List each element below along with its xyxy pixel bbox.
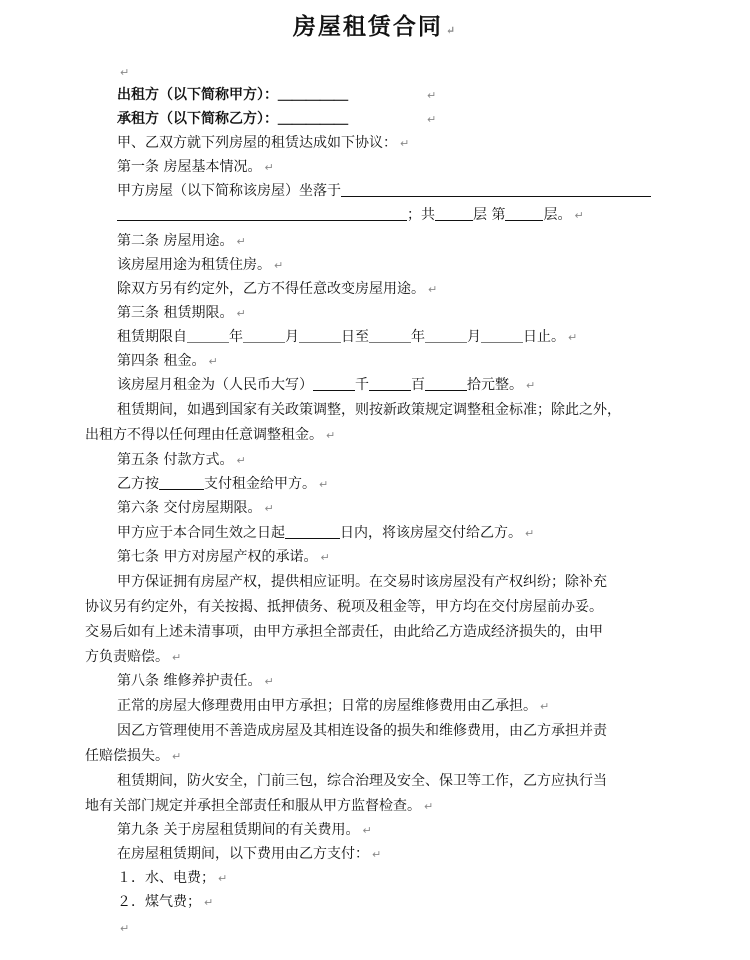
paragraph-mark-icon: ↵ <box>427 113 437 126</box>
paragraph-mark-icon: ↵ <box>326 429 336 442</box>
paragraph-mark-icon: ↵ <box>568 331 578 344</box>
safety-duty-line-1: 租赁期间，防火安全，门前三包，综合治理及安全、保卫等工作，乙方应执行当 <box>117 773 607 789</box>
property-right-line-3: 交易后如有上述未清事项，由甲方承担全部责任，由此给乙方造成经济损失的，由甲 <box>85 624 603 640</box>
location-blank-continued <box>117 206 407 221</box>
property-right-line-4: 方负责赔偿。 ↵ <box>85 649 182 665</box>
rent-amount-line: 该房屋月租金为（人民币大写） 千 百 拾元整。 ↵ <box>117 377 536 393</box>
property-right-line-1: 甲方保证拥有房屋产权，提供相应证明。在交易时该房屋没有产权纠纷；除补充 <box>117 574 607 590</box>
article-9-heading: 第九条 关于房屋租赁期间的有关费用。 ↵ <box>117 822 372 838</box>
delivery-term-line: 甲方应于本合同生效之日起 日内，将该房屋交付给乙方。 ↵ <box>117 525 535 541</box>
fee-item-2: ２．煤气费； ↵ <box>117 894 214 910</box>
paragraph-mark-icon: ↵ <box>526 379 536 392</box>
floor-number-blank <box>505 206 543 221</box>
lessee-line: 承租方（以下简称乙方）：＿＿＿＿＿ <box>117 111 348 127</box>
tens-blank <box>425 376 467 391</box>
paragraph-mark-icon: ↵ <box>264 502 274 515</box>
paragraph-mark-icon: ↵ <box>362 824 372 837</box>
paragraph-mark-icon: ↵ <box>172 750 182 763</box>
lessor-line: 出租方（以下简称甲方）：＿＿＿＿＿ <box>117 87 348 103</box>
paragraph-mark-icon: ↵ <box>120 922 130 935</box>
safety-duty-line-2: 地有关部门规定并承担全部责任和服从甲方监督检查。 ↵ <box>85 798 434 814</box>
damage-liability-line-2: 任赔偿损失。 ↵ <box>85 748 182 764</box>
article-5-heading: 第五条 付款方式。 ↵ <box>117 452 246 468</box>
lease-term-line: 租赁期限自＿＿＿年＿＿＿月＿＿＿日至＿＿＿年＿＿＿月＿＿＿日止。 ↵ <box>117 329 578 345</box>
article-3-heading: 第三条 租赁期限。 ↵ <box>117 305 246 321</box>
damage-liability-line-1: 因乙方管理使用不善造成房屋及其相连设备的损失和维修费用，由乙方承担并责 <box>117 723 607 739</box>
paragraph-mark-icon: ↵ <box>172 651 182 664</box>
paragraph-mark-icon: ↵ <box>400 137 410 150</box>
document-title: 房屋租赁合同 ↵ <box>292 13 458 40</box>
agreement-intro: 甲、乙双方就下列房屋的租赁达成如下协议： ↵ <box>117 135 410 151</box>
thousands-blank <box>313 376 355 391</box>
paragraph-mark-icon: ↵ <box>274 259 284 272</box>
hundreds-blank <box>369 376 411 391</box>
paragraph-mark-icon: ↵ <box>574 209 584 222</box>
paragraph-mark-icon: ↵ <box>319 478 329 491</box>
paragraph-mark-icon: ↵ <box>424 800 434 813</box>
empty-paragraph <box>117 62 129 83</box>
property-right-line-2: 协议另有约定外，有关按揭、抵押债务、税项及租金等，甲方均在交付房屋前办妥。 <box>85 599 603 615</box>
paragraph-mark-icon: ↵ <box>428 283 438 296</box>
article-4-heading: 第四条 租金。 ↵ <box>117 353 218 369</box>
payment-method-line: 乙方按 支付租金给甲方。 ↵ <box>117 476 329 492</box>
rent-adjustment-line-2: 出租方不得以任何理由任意调整租金。 ↵ <box>85 427 336 443</box>
paragraph-mark-icon: ↵ <box>264 161 274 174</box>
paragraph-mark-icon: ↵ <box>445 24 458 37</box>
property-use-line: 该房屋用途为租赁住房。 ↵ <box>117 257 284 273</box>
paragraph-mark-icon: ↵ <box>372 848 382 861</box>
payment-method-blank <box>159 475 204 490</box>
article-2-heading: 第二条 房屋用途。 ↵ <box>117 233 246 249</box>
property-location-line: 甲方房屋（以下简称该房屋）坐落于 <box>117 181 651 201</box>
use-restriction-line: 除双方另有约定外，乙方不得任意改变房屋用途。 ↵ <box>117 281 438 297</box>
article-1-heading: 第一条 房屋基本情况。 ↵ <box>117 159 274 175</box>
paragraph-mark-icon: ↵ <box>208 355 218 368</box>
property-floor-line: ；共 层 第 层。 ↵ <box>117 205 584 226</box>
fee-item-1: １．水、电费； ↵ <box>117 870 228 886</box>
paragraph-mark-icon: ↵ <box>540 700 550 713</box>
article-7-heading: 第七条 甲方对房屋产权的承诺。 ↵ <box>117 549 330 565</box>
empty-paragraph-end <box>117 918 129 939</box>
paragraph-mark-icon: ↵ <box>120 66 130 79</box>
paragraph-mark-icon: ↵ <box>218 872 228 885</box>
location-blank <box>341 182 651 197</box>
fees-intro-line: 在房屋租赁期间，以下费用由乙方支付： ↵ <box>117 846 382 862</box>
paragraph-mark-icon: ↵ <box>236 235 246 248</box>
paragraph-mark-icon: ↵ <box>236 307 246 320</box>
paragraph-mark-icon: ↵ <box>525 527 535 540</box>
article-8-heading: 第八条 维修养护责任。 ↵ <box>117 673 274 689</box>
total-floors-blank <box>435 206 473 221</box>
repair-cost-line: 正常的房屋大修理费用由甲方承担；日常的房屋维修费用由乙承担。 ↵ <box>117 698 550 714</box>
article-6-heading: 第六条 交付房屋期限。 ↵ <box>117 500 274 516</box>
paragraph-mark-icon: ↵ <box>320 551 330 564</box>
rent-adjustment-line-1: 租赁期间，如遇到国家有关政策调整，则按新政策规定调整租金标准；除此之外， <box>117 402 621 418</box>
delivery-days-blank <box>285 524 340 539</box>
paragraph-mark-icon: ↵ <box>427 89 437 102</box>
paragraph-mark-icon: ↵ <box>236 454 246 467</box>
paragraph-mark-icon: ↵ <box>204 896 214 909</box>
paragraph-mark-icon: ↵ <box>264 675 274 688</box>
